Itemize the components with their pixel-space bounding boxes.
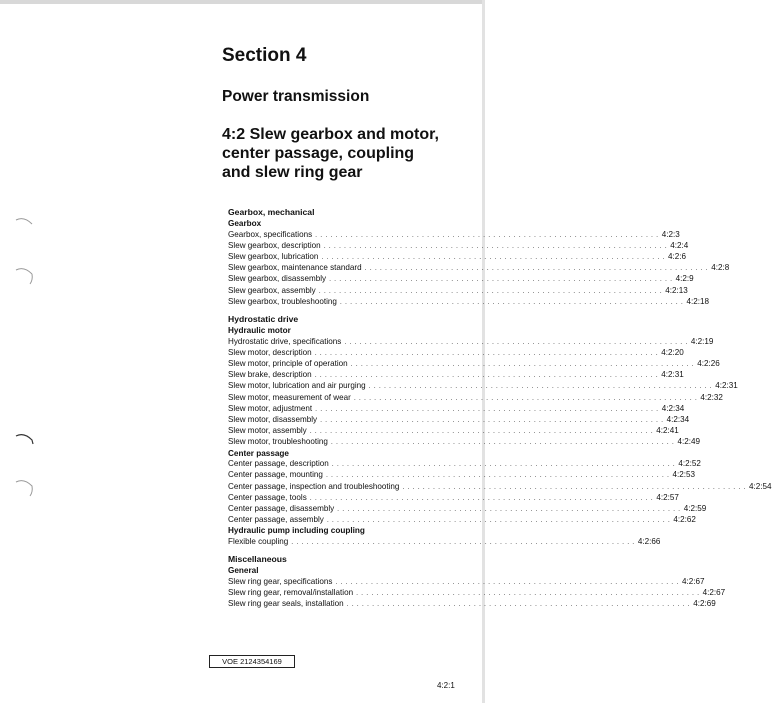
toc-entry-title: Gearbox, specifications bbox=[228, 229, 313, 239]
toc-dot-leader: . . . . . . . . . . . . . . . . . . . . . . . . . . . . . . . . . . . . . . . . . . . . . . . . . . . . . . . . . . . . . . . . . . . . bbox=[326, 517, 671, 525]
toc-subheading: Center passage bbox=[228, 448, 289, 458]
toc-dot-leader: . . . . . . . . . . . . . . . . . . . . . . . . . . . . . . . . . . . . . . . . . . . . . . . . . . . . . . . . . . . . . . . . . . . . bbox=[314, 372, 659, 380]
toc-entry-page: 4:2:59 bbox=[683, 504, 707, 514]
toc-dot-leader: . . . . . . . . . . . . . . . . . . . . . . . . . . . . . . . . . . . . . . . . . . . . . . . . . . . . . . . . . . . . . . . . . . . . bbox=[309, 494, 654, 502]
toc-dot-leader: . . . . . . . . . . . . . . . . . . . . . . . . . . . . . . . . . . . . . . . . . . . . . . . . . . . . . . . . . . . . . . . . . . . . bbox=[368, 383, 713, 391]
toc-entry-page: 4:2:6 bbox=[668, 252, 687, 261]
toc-entry[interactable] bbox=[228, 459, 701, 470]
toc-entry-page: 4:2:57 bbox=[656, 492, 679, 502]
toc-entry[interactable] bbox=[228, 515, 696, 526]
toc-entry-title: Slew ring gear seals, installation bbox=[228, 599, 344, 609]
toc-entry-title: Flexible coupling bbox=[228, 537, 289, 547]
toc-entry[interactable] bbox=[228, 263, 730, 274]
chapter-title-line: center passage, coupling bbox=[222, 145, 415, 162]
toc-entry[interactable] bbox=[228, 336, 714, 348]
chapter-title-line: 4:2 Slew gearbox and motor, bbox=[222, 126, 439, 143]
binding-hole-icon bbox=[10, 262, 34, 286]
toc-entry-page: 4:2:3 bbox=[661, 229, 680, 239]
toc-entry-page: 4:2:52 bbox=[678, 459, 701, 469]
section-title: Power transmission bbox=[222, 88, 370, 105]
toc-section-heading: Hydrostatic drive bbox=[228, 314, 299, 325]
toc-entry-title: Slew motor, lubrication and air purging bbox=[228, 381, 366, 391]
toc-entry[interactable] bbox=[228, 481, 772, 493]
toc-dot-leader: . . . . . . . . . . . . . . . . . . . . . . . . . . . . . . . . . . . . . . . . . . . . . . . . . . . . . . . . . . . . . . . . . . . . bbox=[337, 506, 681, 514]
toc-entry-title: Slew motor, disassembly bbox=[228, 415, 318, 425]
toc-entry-page: 4:2:67 bbox=[681, 576, 705, 586]
toc-subheading: General bbox=[228, 566, 259, 576]
toc-entry-title: Slew gearbox, assembly bbox=[228, 285, 316, 295]
toc-entry[interactable] bbox=[228, 504, 707, 515]
toc-subheading: Hydraulic pump including coupling bbox=[228, 526, 365, 536]
toc-dot-leader: . . . . . . . . . . . . . . . . . . . . . . . . . . . . . . . . . . . . . . . . . . . . . . . . . . . . . . . . . . . . . . . . . . . . bbox=[325, 472, 670, 480]
toc-entry-page: 4:2:4 bbox=[670, 240, 689, 250]
toc-entry[interactable] bbox=[228, 347, 684, 359]
toc-entry-page: 4:2:13 bbox=[665, 285, 688, 295]
toc-entry-title: Center passage, tools bbox=[228, 492, 307, 502]
toc-entry-title: Slew gearbox, maintenance standard bbox=[228, 263, 362, 273]
toc-entry-title: Slew motor, adjustment bbox=[228, 403, 313, 413]
toc-entry[interactable] bbox=[228, 599, 716, 610]
toc-entry-title: Slew gearbox, troubleshooting bbox=[228, 296, 337, 306]
toc-dot-leader: . . . . . . . . . . . . . . . . . . . . . . . . . . . . . . . . . . . . . . . . . . . . . . . . . . . . . . . . . . . . . . . . . . . . bbox=[353, 394, 698, 402]
toc-dot-leader: . . . . . . . . . . . . . . . . . . . . . . . . . . . . . . . . . . . . . . . . . . . . . . . . . . . . . . . . . . . . . . . . . . . . bbox=[330, 439, 675, 447]
toc-dot-leader: . . . . . . . . . . . . . . . . . . . . . . . . . . . . . . . . . . . . . . . . . . . . . . . . . . . . . . . . . . . . . . . . . . . . bbox=[323, 242, 668, 250]
binding-hole-icon bbox=[10, 428, 34, 452]
toc-entry-page: 4:2:41 bbox=[656, 426, 679, 436]
toc-entry-page: 4:2:9 bbox=[675, 274, 694, 284]
chapter-title bbox=[222, 125, 472, 182]
toc-entry[interactable] bbox=[228, 588, 726, 599]
toc-section-heading: Miscellaneous bbox=[228, 554, 287, 565]
toc-entry-title: Center passage, assembly bbox=[228, 515, 324, 525]
toc-entry-page: 4:2:31 bbox=[715, 381, 738, 391]
toc-dot-leader: . . . . . . . . . . . . . . . . . . . . . . . . . . . . . . . . . . . . . . . . . . . . . . . . . . . . . . . . . . . . . . . . . . . . bbox=[309, 428, 654, 436]
toc-entry-title: Slew gearbox, description bbox=[228, 240, 321, 250]
toc-entry-title: Slew brake, description bbox=[228, 370, 312, 380]
toc-entry[interactable] bbox=[228, 381, 738, 392]
toc-entry-title: Slew ring gear, removal/installation bbox=[228, 588, 354, 598]
toc-entry-page: 4:2:18 bbox=[686, 296, 709, 306]
toc-entry-page: 4:2:62 bbox=[673, 515, 696, 525]
toc-entry-title: Center passage, disassembly bbox=[228, 504, 335, 514]
toc-dot-leader: . . . . . . . . . . . . . . . . . . . . . . . . . . . . . . . . . . . . . . . . . . . . . . . . . . . . . . . . . . . . . . . . . . . . bbox=[321, 254, 665, 261]
toc-dot-leader: . . . . . . . . . . . . . . . . . . . . . . . . . . . . . . . . . . . . . . . . . . . . . . . . . . . . . . . . . . . . . . . . . . . . bbox=[320, 417, 664, 425]
toc-dot-leader: . . . . . . . . . . . . . . . . . . . . . . . . . . . . . . . . . . . . . . . . . . . . . . . . . . . . . . . . . . . . . . . . . . . . bbox=[315, 231, 659, 239]
section-number: Section 4 bbox=[222, 45, 307, 66]
toc-dot-leader: . . . . . . . . . . . . . . . . . . . . . . . . . . . . . . . . . . . . . . . . . . . . . . . . . . . . . . . . . . . . . . . . . . . . bbox=[402, 483, 746, 491]
toc-entry[interactable] bbox=[228, 470, 696, 481]
toc-entry[interactable] bbox=[228, 285, 688, 297]
toc-dot-leader: . . . . . . . . . . . . . . . . . . . . . . . . . . . . . . . . . . . . . . . . . . . . . . . . . . . . . . . . . . . . . . . . . . . . bbox=[335, 578, 679, 586]
toc-entry-title: Slew gearbox, lubrication bbox=[228, 252, 319, 261]
toc-entry[interactable] bbox=[228, 426, 679, 437]
toc-subheading: Hydraulic motor bbox=[228, 326, 291, 336]
toc-entry[interactable] bbox=[228, 274, 694, 285]
toc-entry-page: 4:2:49 bbox=[677, 437, 700, 447]
toc-entry[interactable] bbox=[228, 252, 687, 263]
toc-entry-page: 4:2:66 bbox=[637, 537, 661, 547]
toc-entry-page: 4:2:69 bbox=[693, 599, 716, 609]
toc-entry-title: Center passage, mounting bbox=[228, 470, 323, 480]
toc-entry-page: 4:2:67 bbox=[702, 588, 726, 598]
toc-entry[interactable] bbox=[228, 370, 684, 381]
toc-section-heading: Gearbox, mechanical bbox=[228, 207, 315, 217]
toc-entry-title: Center passage, description bbox=[228, 459, 329, 469]
toc-entry[interactable] bbox=[228, 415, 690, 426]
toc-entry[interactable] bbox=[228, 359, 720, 370]
toc-dot-leader: . . . . . . . . . . . . . . . . . . . . . . . . . . . . . . . . . . . . . . . . . . . . . . . . . . . . . . . . . . . . . . . . . . . . bbox=[318, 287, 663, 295]
toc-dot-leader: . . . . . . . . . . . . . . . . . . . . . . . . . . . . . . . . . . . . . . . . . . . . . . . . . . . . . . . . . . . . . . . . . . . . bbox=[331, 461, 676, 469]
toc-entry[interactable] bbox=[228, 576, 705, 588]
toc-entry-title: Slew motor, description bbox=[228, 347, 312, 357]
toc-entry-title: Slew motor, assembly bbox=[228, 426, 307, 436]
toc-entry[interactable] bbox=[228, 403, 685, 415]
toc-entry-page: 4:2:53 bbox=[672, 470, 696, 480]
table-of-contents bbox=[228, 207, 772, 610]
toc-dot-leader: . . . . . . . . . . . . . . . . . . . . . . . . . . . . . . . . . . . . . . . . . . . . . . . . . . . . . . . . . . . . . . . . . . . . bbox=[344, 338, 688, 346]
toc-entry-title: Slew motor, principle of operation bbox=[228, 359, 348, 369]
toc-entry-page: 4:2:26 bbox=[697, 359, 720, 369]
toc-subheading: Gearbox bbox=[228, 219, 262, 228]
toc-entry[interactable] bbox=[228, 240, 689, 252]
toc-dot-leader: . . . . . . . . . . . . . . . . . . . . . . . . . . . . . . . . . . . . . . . . . . . . . . . . . . . . . . . . . . . . . . . . . . . . bbox=[350, 361, 695, 369]
toc-dot-leader: . . . . . . . . . . . . . . . . . . . . . . . . . . . . . . . . . . . . . . . . . . . . . . . . . . . . . . . . . . . . . . . . . . . . bbox=[364, 265, 709, 273]
binding-hole-icon bbox=[10, 474, 34, 498]
toc-entry-page: 4:2:32 bbox=[700, 392, 723, 402]
toc-dot-leader: . . . . . . . . . . . . . . . . . . . . . . . . . . . . . . . . . . . . . . . . . . . . . . . . . . . . . . . . . . . . . . . . . . . . bbox=[291, 539, 635, 547]
document-id-box: VOE 2124354169 bbox=[209, 655, 295, 668]
toc-entry-page: 4:2:19 bbox=[690, 336, 714, 346]
toc-dot-leader: . . . . . . . . . . . . . . . . . . . . . . . . . . . . . . . . . . . . . . . . . . . . . . . . . . . . . . . . . . . . . . . . . . . . bbox=[346, 601, 691, 609]
page-edge-top bbox=[0, 0, 485, 4]
toc-entry-page: 4:2:34 bbox=[666, 415, 690, 425]
toc-dot-leader: . . . . . . . . . . . . . . . . . . . . . . . . . . . . . . . . . . . . . . . . . . . . . . . . . . . . . . . . . . . . . . . . . . . . bbox=[356, 590, 700, 598]
toc-entry-page: 4:2:20 bbox=[661, 347, 684, 357]
toc-entry-title: Slew ring gear, specifications bbox=[228, 576, 333, 586]
toc-dot-leader: . . . . . . . . . . . . . . . . . . . . . . . . . . . . . . . . . . . . . . . . . . . . . . . . . . . . . . . . . . . . . . . . . . . . bbox=[315, 405, 659, 413]
toc-entry-title: Hydrostatic drive, specifications bbox=[228, 336, 342, 346]
toc-entry-page: 4:2:8 bbox=[711, 263, 730, 273]
toc-entry[interactable] bbox=[228, 296, 709, 308]
toc-dot-leader: . . . . . . . . . . . . . . . . . . . . . . . . . . . . . . . . . . . . . . . . . . . . . . . . . . . . . . . . . . . . . . . . . . . . bbox=[314, 349, 659, 357]
toc-entry-title: Center passage, inspection and troubleshooting bbox=[228, 481, 400, 491]
chapter-title-line: and slew ring gear bbox=[222, 164, 363, 181]
toc-entry[interactable] bbox=[228, 229, 680, 241]
binding-hole-icon bbox=[10, 212, 34, 236]
toc-dot-leader: . . . . . . . . . . . . . . . . . . . . . . . . . . . . . . . . . . . . . . . . . . . . . . . . . . . . . . . . . . . . . . . . . . . . bbox=[339, 298, 684, 306]
toc-dot-leader: . . . . . . . . . . . . . . . . . . . . . . . . . . . . . . . . . . . . . . . . . . . . . . . . . . . . . . . . . . . . . . . . . . . . bbox=[329, 276, 673, 284]
toc-entry-page: 4:2:34 bbox=[661, 403, 685, 413]
toc-entry-page: 4:2:31 bbox=[661, 370, 684, 380]
page-number: 4:2:1 bbox=[437, 681, 455, 690]
toc-entry[interactable] bbox=[228, 537, 661, 548]
toc-entry[interactable] bbox=[228, 392, 723, 404]
toc-entry[interactable] bbox=[228, 437, 700, 448]
toc-entry-title: Slew motor, troubleshooting bbox=[228, 437, 328, 447]
toc-entry-page: 4:2:54 bbox=[749, 481, 772, 491]
toc-entry[interactable] bbox=[228, 492, 679, 504]
toc-entry-title: Slew motor, measurement of wear bbox=[228, 392, 351, 402]
toc-entry-title: Slew gearbox, disassembly bbox=[228, 274, 327, 284]
